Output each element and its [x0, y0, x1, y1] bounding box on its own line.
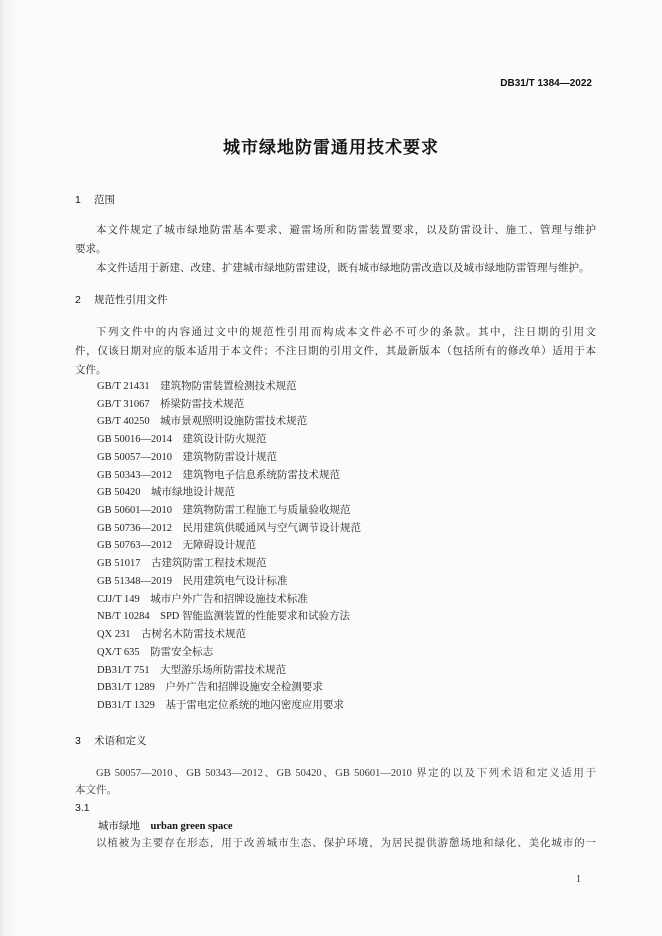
- reference-title: 城市景观照明设施防雷技术规范: [160, 416, 308, 428]
- reference-title: SPD 智能监测装置的性能要求和试验方法: [160, 611, 350, 623]
- term-definition: [75, 835, 596, 852]
- reference-item: [97, 537, 596, 555]
- reference-title: 城市户外广告和招牌设施技术标准: [150, 593, 308, 605]
- reference-title: 户外广告和招牌设施安全检测要求: [165, 682, 323, 694]
- reference-title: 城市绿地设计规范: [150, 487, 235, 499]
- reference-code: GB 50057—2010: [97, 451, 172, 463]
- reference-code: GB 51348—2019: [97, 575, 172, 587]
- reference-code: DB31/T 1329: [97, 699, 155, 711]
- reference-code: GB/T 31067: [97, 398, 150, 410]
- section-2-title: 规范性引用文件: [94, 293, 168, 306]
- reference-title: 古建筑防雷工程技术规范: [150, 558, 267, 570]
- reference-title: 建筑设计防火规范: [182, 434, 267, 446]
- reference-item: [97, 484, 596, 502]
- references-intro-line-2: 件，仅该日期对应的版本适用于本文件；不注日期的引用文件，其最新版本（包括所有的修改单）适用于本: [75, 345, 596, 357]
- reference-item: [97, 502, 596, 520]
- reference-code: GB/T 21431: [97, 381, 150, 392]
- reference-item: [97, 378, 596, 396]
- reference-item: [97, 662, 596, 680]
- reference-code: GB 50763—2012: [97, 540, 172, 552]
- term-chinese: 城市绿地: [98, 819, 140, 832]
- reference-item: [97, 555, 596, 573]
- reference-code: NB/T 10284: [97, 611, 150, 623]
- reference-code: GB/T 40250: [97, 416, 150, 428]
- reference-title: 民用建筑供暖通风与空气调节设计规范: [182, 522, 361, 534]
- reference-code: GB 50736—2012: [97, 522, 172, 534]
- term-definition-line-1: 以植被为主要存在形态，用于改善城市生态、保护环境，为居民提供游憩场地和绿化、美化城市的一: [96, 837, 596, 849]
- document-title: 城市绿地防雷通用技术要求: [223, 138, 439, 157]
- reference-code: QX/T 635: [97, 646, 140, 658]
- term-english: urban green space: [150, 820, 233, 832]
- reference-item: [97, 520, 596, 538]
- reference-code: GB 50601—2010: [97, 505, 172, 517]
- reference-item: [97, 644, 596, 662]
- term-entry: [98, 818, 233, 835]
- reference-item: [97, 396, 596, 414]
- reference-code: GB 50016—2014: [97, 434, 172, 446]
- reference-item: [97, 697, 596, 715]
- reference-title: 古树名木防雷技术规范: [141, 629, 247, 641]
- reference-code: GB 50420: [97, 487, 141, 499]
- reference-title: 建筑物电子信息系统防雷技术规范: [182, 469, 340, 481]
- section-1-body: [75, 221, 596, 278]
- references-intro-line-3: 文件。: [75, 364, 107, 376]
- section-3-title: 术语和定义: [94, 734, 147, 747]
- reference-item: [97, 626, 596, 644]
- terms-intro-line-1: GB 50057—2010、GB 50343—2012、GB 50420、GB 50601—2010 界定的以及下列术语和定义适用于: [96, 767, 596, 779]
- section-2-intro-paragraph: [75, 323, 596, 380]
- section-1-heading: [75, 192, 115, 209]
- section-3-number: 3: [75, 734, 81, 747]
- reference-title: 建筑物防雷工程施工与质量验收规范: [182, 505, 351, 517]
- reference-title: 桥梁防雷技术规范: [160, 398, 245, 410]
- reference-title: 基于雷电定位系统的地闪密度应用要求: [165, 699, 344, 711]
- reference-code: QX 231: [97, 629, 131, 641]
- reference-title: 建筑物防雷装置检测技术规范: [160, 381, 297, 392]
- reference-item: [97, 467, 596, 485]
- document-code-header: DB31/T 1384—2022: [500, 78, 592, 89]
- reference-code: GB 50343—2012: [97, 469, 172, 481]
- reference-item: [97, 591, 596, 609]
- reference-list: [97, 378, 596, 715]
- reference-code: DB31/T 1289: [97, 682, 155, 694]
- reference-title: 民用建筑电气设计标准: [182, 575, 288, 587]
- references-intro-line-1: 下列文件中的内容通过文中的规范性引用而构成本文件必不可少的条款。其中，注日期的引用文: [96, 326, 596, 338]
- section-3-heading: [75, 733, 147, 750]
- reference-item: [97, 413, 596, 431]
- section-1-number: 1: [75, 193, 81, 206]
- section-2-heading: [75, 292, 168, 309]
- section-2-number: 2: [75, 293, 81, 306]
- reference-code: DB31/T 751: [97, 664, 150, 676]
- reference-item: [97, 679, 596, 697]
- reference-item: [97, 608, 596, 626]
- scope-paragraph-1-line-1: 本文件规定了城市绿地防雷基本要求、避雷场所和防雷装置要求，以及防雷设计、施工、管理与维护: [96, 224, 596, 236]
- reference-title: 建筑物防雷设计规范: [182, 451, 277, 463]
- reference-item: [97, 449, 596, 467]
- scope-paragraph-2-line-1: 本文件适用于新建、改建、扩建城市绿地防雷建设，既有城市绿地防雷改造以及城市绿地防雷管理与维护。: [96, 262, 590, 274]
- reference-item: [97, 573, 596, 591]
- term-number: 3.1: [75, 801, 90, 814]
- scope-paragraph-1-line-2: 要求。: [75, 243, 107, 255]
- reference-item: [97, 431, 596, 449]
- section-1-title: 范围: [94, 193, 115, 206]
- reference-title: 防雷安全标志: [150, 646, 214, 658]
- page-number: 1: [576, 874, 581, 885]
- section-3-intro-paragraph: [75, 765, 596, 800]
- terms-intro-line-2: 本文件。: [75, 785, 117, 796]
- reference-title: 无障碍设计规范: [182, 540, 256, 552]
- reference-code: GB 51017: [97, 558, 141, 570]
- reference-title: 大型游乐场所防雷技术规范: [160, 664, 287, 676]
- reference-code: CJJ/T 149: [97, 593, 140, 605]
